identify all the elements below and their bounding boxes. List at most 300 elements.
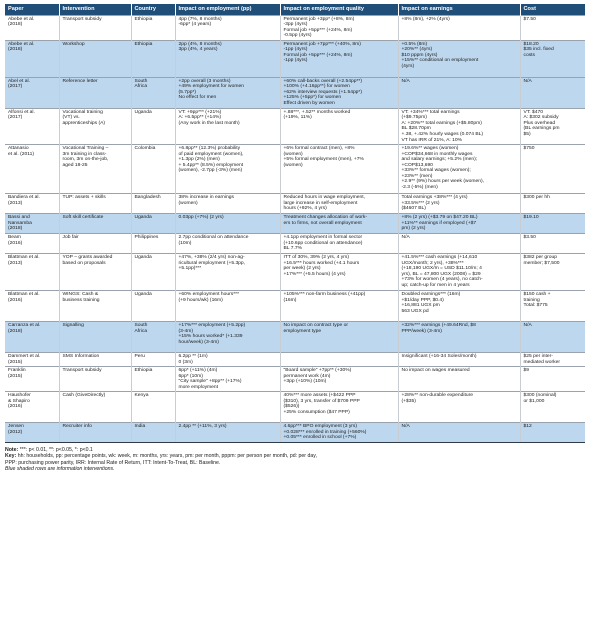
cell-line: +17%*** (+5.5 hours) (4 yrs) — [283, 271, 346, 277]
cell-line: + 5.4pp** (8.5%) employment — [178, 162, 244, 168]
cell-paper — [5, 234, 59, 254]
cell-line: Doubled earnings*** (16m) — [401, 292, 461, 298]
cell-line: Workshop — [62, 41, 85, 47]
cell-line: N/A — [401, 424, 410, 430]
cell-line: +25% consumption ($47 PPP) — [283, 409, 350, 415]
cell-paper — [5, 291, 59, 322]
cell-country — [131, 322, 175, 353]
cell-paper — [5, 40, 59, 77]
cell-line: 4pp (7%, 8 months) — [178, 16, 222, 22]
cell-line: Uganda — [134, 215, 152, 221]
cell-line: Job fair — [62, 235, 79, 241]
cell-line: Abebe et al. — [8, 41, 35, 47]
table-row — [5, 214, 585, 234]
cell-employment-impact — [175, 108, 280, 144]
cell-line: large increase in self-employment — [283, 200, 358, 206]
cell-employment-quality — [280, 77, 398, 108]
cell-intervention — [59, 108, 131, 144]
cell-line: VT has IRR of 21%, A: 10% — [401, 137, 463, 143]
cell-paper — [5, 15, 59, 40]
evidence-table-container — [5, 4, 585, 472]
cell-employment-quality — [280, 423, 398, 443]
cell-line: +73% for women (4 years), no catch- — [401, 277, 483, 283]
cell-line: 0.03pp (+7%) (2 yrs) — [178, 215, 224, 221]
cell-line: (women) — [283, 162, 303, 168]
cell-line: No effect for men — [178, 95, 217, 101]
cell-line: Effect driven by women — [283, 100, 335, 106]
cell-line: $300 (nominal) — [523, 393, 557, 399]
cell-employment-quality — [280, 194, 398, 214]
cell-line: (2016) — [8, 240, 23, 246]
cell-employment-quality — [280, 214, 398, 234]
cell-line: 563 UGX pd — [401, 308, 429, 314]
cell-employment-impact — [175, 291, 280, 322]
cell-employment-impact — [175, 423, 280, 443]
table-row — [5, 108, 585, 144]
cell-line: (2015) — [8, 359, 23, 365]
cell-line: (2016) — [8, 404, 23, 410]
cell-paper — [5, 145, 59, 194]
cell-line: Attanasio — [8, 146, 29, 152]
cell-line: (2013) — [8, 260, 23, 266]
cell-line: +8% (2 yrs) (+$3.79 on $47.20 BL) — [401, 215, 478, 221]
cell-line: (+$35) — [401, 398, 416, 404]
cell-line: based on proposals — [62, 260, 106, 266]
cell-line: Bassi and — [8, 215, 30, 221]
cell-intervention — [59, 77, 131, 108]
cell-line: +15% hours worked* (+1.339 — [178, 334, 243, 340]
cell-line: training — [523, 297, 540, 303]
cell-cost — [520, 254, 585, 291]
cell-line: N/A — [401, 235, 410, 241]
cell-line: ricultural employment (+5.3pp, — [178, 260, 246, 266]
cell-line: (5.7pp*) — [178, 89, 197, 95]
cell-line: per week) (2 yrs) — [283, 266, 321, 272]
cell-line: & Shapiro — [8, 398, 30, 404]
cell-line: +3pp (+10%) (10m) — [283, 379, 327, 385]
cell-line: -6pp* (4 years) — [178, 22, 212, 28]
cell-line: (+9 hours/wk) (16m) — [178, 297, 223, 303]
cell-line: (women), -2.7pp (-3%) (men) — [178, 168, 243, 174]
cell-line: +32%*** earnings (+49.64Rnd, $8 — [401, 323, 476, 329]
cell-line: 3m training in class- — [62, 151, 107, 157]
column-header-cost: Cost — [520, 4, 585, 15]
cell-country — [131, 367, 175, 392]
table-row — [5, 40, 585, 77]
cell-line: Transport subsidy — [62, 16, 102, 22]
cell-line: +16,881 UGX pm — [401, 303, 440, 309]
cell-cost — [520, 423, 585, 443]
cell-employment-quality — [280, 367, 398, 392]
cell-line: Philippines — [134, 235, 159, 241]
cell-line: and salary earnings; +5.2% (men); — [401, 157, 478, 163]
cell-employment-impact — [175, 392, 280, 423]
cell-line: +20%** (4yrs) — [401, 47, 433, 53]
cell-line: +16.5*** hours worked (+4.1 hours — [283, 260, 360, 266]
cell-line: Haushofer — [8, 393, 31, 399]
cell-earnings-impact — [398, 77, 520, 108]
cell-line: +5.1pp)*** — [178, 266, 202, 272]
cell-line: Total: $775 — [523, 303, 548, 309]
evidence-table — [5, 4, 585, 443]
abbreviation-key-continued: PPP: purchasing power parity, IRR: Internal Rate of Return, ITT: Intent-To-Treat, BL: Baseline. — [5, 459, 221, 466]
cell-line: Abel et al. — [8, 78, 30, 84]
cell-line: Reference letter — [62, 78, 98, 84]
cell-line: +$1/day PPP, $0.4) — [401, 297, 444, 303]
cell-country — [131, 234, 175, 254]
cell-line: +8% (8m), +2% (4yrs) — [401, 16, 450, 22]
cell-line: No impact on wages measured — [401, 368, 470, 374]
cell-line: room, 3m on-the-job, — [62, 157, 109, 163]
cell-country — [131, 145, 175, 194]
cell-line: -3pp (4yrs) — [283, 22, 308, 28]
cell-line: mediated worker — [523, 359, 560, 365]
cell-earnings-impact — [398, 234, 520, 254]
cell-employment-quality — [280, 15, 398, 40]
cell-line: $9 — [523, 368, 529, 374]
cell-line: Bandiera et al. — [8, 195, 40, 201]
cell-earnings-impact — [398, 423, 520, 443]
cell-line: (2017) — [8, 84, 23, 90]
cell-employment-impact — [175, 353, 280, 367]
cell-intervention — [59, 145, 131, 194]
cell-employment-quality — [280, 40, 398, 77]
cell-intervention — [59, 254, 131, 291]
cell-line: UGX/month; 2 yrs), +38%*** — [401, 260, 464, 266]
cell-line: Franklin — [8, 368, 26, 374]
cell-line: +2.9** (9%) hours per week (women), — [401, 179, 484, 185]
cell-line: $12 — [523, 424, 532, 430]
cell-line: employment type — [283, 328, 322, 334]
cell-line: +19.6%** wages (women) — [401, 146, 459, 152]
cell-line: (2018) — [8, 47, 23, 53]
cell-line: $5) — [523, 131, 531, 137]
cell-earnings-impact — [398, 392, 520, 423]
cell-employment-impact — [175, 214, 280, 234]
cell-line: Total earnings +38%*** (4 yrs) — [401, 195, 468, 201]
cell-line: $382 per group — [523, 255, 557, 261]
cell-line: ($526)) — [283, 404, 300, 410]
cell-line: Carranza et al. — [8, 323, 41, 329]
cell-country — [131, 291, 175, 322]
cell-country — [131, 254, 175, 291]
cell-line: SMS Information — [62, 354, 100, 360]
cell-line: (VT) vs. — [62, 115, 80, 121]
cell-line: (BL earnings pm — [523, 126, 560, 132]
cell-line: Ethiopia — [134, 16, 153, 22]
cell-earnings-impact — [398, 254, 520, 291]
cell-line: Formal job +5pp*** (+24%, 8m) — [283, 52, 353, 58]
cell-line: +49% employment for women — [178, 84, 244, 90]
cell-line: Reduced hours in wage employment, — [283, 195, 366, 201]
cell-line: member; $7,500 — [523, 260, 560, 266]
cell-intervention — [59, 194, 131, 214]
cell-line: permanent work (4m) — [283, 373, 331, 379]
cell-employment-quality — [280, 234, 398, 254]
cell-cost — [520, 145, 585, 194]
cell-paper — [5, 254, 59, 291]
cell-line: WINGS: Cash & — [62, 292, 99, 298]
cell-line: +COP$34,668 in monthly wages — [401, 151, 473, 157]
cell-line: apprenticeships (A) — [62, 120, 106, 126]
cell-line: +6.8pp** (12.3%) probability — [178, 146, 241, 152]
column-header-employment-impact: Impact on employment (pp) — [175, 4, 280, 15]
cell-line: Jensen — [8, 424, 24, 430]
cell-line: +4.1pp employment in formal sector — [283, 235, 363, 241]
cell-line: A: +20%** total earnings (+$5.80pm) — [401, 120, 482, 126]
cell-line: +.38, +.42% hourly wages (0.074 BL) — [401, 131, 484, 137]
cell-line: +60% employment hours*** — [178, 292, 240, 298]
cell-line: ITT of 30%, 39% (2 yrs, 4 yrs) — [283, 255, 349, 261]
table-notes — [5, 447, 585, 471]
cell-line: N/A — [523, 78, 532, 84]
cell-employment-impact — [175, 77, 280, 108]
cell-line: +2pp overall (3 months) — [178, 78, 231, 84]
cell-line: pm) (2 yrs) — [401, 226, 426, 232]
cell-line: (2012) — [8, 429, 23, 435]
cell-line: ($4607 BL) — [401, 206, 426, 212]
cell-line: (women) — [283, 151, 303, 157]
cell-line: yrs), BL = 47,800 UGX (2008) = $29 — [401, 271, 481, 277]
cell-line: $35 incl. fixed — [523, 47, 554, 53]
cell-earnings-impact — [398, 145, 520, 194]
cell-line: Vocational training — [62, 109, 103, 115]
cell-line: hours (+92%, 4 yrs) — [283, 206, 327, 212]
cell-line: 2.4pp ** (+11%, 3 yrs) — [178, 424, 227, 430]
cell-line: 2.7pp conditional on attendance — [178, 235, 249, 241]
cell-line: +33.5%*** (2 yrs) — [401, 200, 440, 206]
cell-line: 6pp* (+11%) (4m) — [178, 368, 218, 374]
cell-line: No impact on contract type or — [283, 323, 348, 329]
cell-line: Ethiopia — [134, 41, 153, 47]
cell-line: or $1,000 — [523, 398, 545, 404]
cell-employment-impact — [175, 40, 280, 77]
cell-line: -1pp (4yrs) — [283, 58, 308, 64]
cell-paper — [5, 322, 59, 353]
cell-line: +5% formal employment (men), +7% — [283, 157, 364, 163]
cell-country — [131, 423, 175, 443]
cell-line: Signalling — [62, 323, 84, 329]
table-row — [5, 234, 585, 254]
note-label: Note: — [5, 447, 19, 454]
cell-paper — [5, 194, 59, 214]
cell-line: -2.3 (-5%) (men) — [401, 184, 438, 190]
cell-line: +41.5%*** cash earnings (+14,610 — [401, 255, 478, 261]
cell-line: +0.028*** enrolled in training (+560%) — [283, 429, 367, 435]
cell-employment-impact — [175, 145, 280, 194]
cell-line: Bangladesh — [134, 195, 161, 201]
cell-employment-impact — [175, 367, 280, 392]
cell-line: costs — [523, 52, 536, 58]
cell-cost — [520, 108, 585, 144]
cell-line: +47%, +38% (2/4 yrs) non-ag- — [178, 255, 245, 261]
cell-country — [131, 214, 175, 234]
cell-line: Kenya — [134, 393, 149, 399]
cell-employment-quality — [280, 322, 398, 353]
cell-line: 3pp (4%, 4 years) — [178, 47, 218, 53]
cell-line: 6pp* (10m) — [178, 373, 203, 379]
cell-line: +62% interview requests (+1.54pp*) — [283, 89, 362, 95]
table-row — [5, 291, 585, 322]
cell-intervention — [59, 291, 131, 322]
cell-line: +0.5% (8m) — [401, 41, 428, 47]
cell-earnings-impact — [398, 367, 520, 392]
cell-country — [131, 353, 175, 367]
cell-line: TUP: assets + skills — [62, 195, 106, 201]
cell-line: +60% call-backs overall (+2.54pp**) — [283, 78, 362, 84]
cell-cost — [520, 367, 585, 392]
cell-line: N/A — [523, 323, 532, 329]
cell-line: (2018) — [8, 328, 23, 334]
cell-line: 6.2pp ** (1m) — [178, 354, 208, 360]
cell-line: +6% formal contract (men), +8% — [283, 146, 355, 152]
table-row — [5, 254, 585, 291]
cell-line: +125% (+5pp*) for women — [283, 95, 342, 101]
cell-cost — [520, 353, 585, 367]
column-header-paper: Paper — [5, 4, 59, 15]
cell-line: $750 — [523, 146, 535, 152]
note-text: ***: p< 0.01, **: p<0.05, *: p<0.1 — [18, 447, 93, 454]
cell-employment-quality — [280, 108, 398, 144]
cell-line: Nansamba — [8, 220, 32, 226]
table-row — [5, 15, 585, 40]
cell-line: more employment — [178, 384, 219, 390]
cell-employment-quality — [280, 145, 398, 194]
cell-line: Transport subsidy — [62, 368, 102, 374]
cell-employment-impact — [175, 194, 280, 214]
cell-line: $3.50 — [523, 235, 536, 241]
cell-earnings-impact — [398, 40, 520, 77]
cell-country — [131, 108, 175, 144]
cell-country — [131, 15, 175, 40]
cell-line: ers to firms, not overall employment — [283, 220, 362, 226]
cell-line: (10m) — [178, 240, 192, 246]
table-row — [5, 423, 585, 443]
cell-line: Treatment changes allocation of work- — [283, 215, 368, 221]
cell-line: +105%*** non-farm business (+41pp) — [283, 292, 366, 298]
cell-line: (Any work in the last month) — [178, 120, 240, 126]
cell-line: +100% (+4.16pp**) for women — [283, 84, 350, 90]
cell-line: Dammert et al. — [8, 354, 41, 360]
cell-paper — [5, 392, 59, 423]
cell-intervention — [59, 40, 131, 77]
cell-line: (2017) — [8, 115, 23, 121]
cell-line: Soft skill certificate — [62, 215, 104, 221]
cell-line: N/A — [401, 78, 410, 84]
cell-line: (3-4m) — [178, 328, 194, 334]
cell-line: 40%*** more assets (+$422 PPP — [283, 393, 356, 399]
column-header-earnings-impact: Impact on earnings — [398, 4, 520, 15]
cell-line: $150 cash + — [523, 292, 551, 298]
table-body — [5, 15, 585, 443]
cell-line: (+19%, 11%) — [283, 115, 312, 121]
cell-line: +23%** (men) — [401, 173, 433, 179]
cell-line: Vocational Training – — [62, 146, 109, 152]
cell-cost — [520, 77, 585, 108]
cell-line: (+$9.75pm) — [401, 115, 427, 121]
cell-employment-impact — [175, 15, 280, 40]
cell-line: Africa — [134, 328, 148, 334]
cell-line: Formal job +5pp*** (+24%, 8m) — [283, 27, 353, 33]
cell-country — [131, 77, 175, 108]
cell-line: of paid employment (women), — [178, 151, 244, 157]
cell-employment-impact — [175, 254, 280, 291]
table-row — [5, 145, 585, 194]
cell-line: India — [134, 424, 146, 430]
cell-paper — [5, 214, 59, 234]
cell-earnings-impact — [398, 194, 520, 214]
cell-line: Permanent job +3pp* (+8%, 8m) — [283, 16, 355, 22]
cell-intervention — [59, 214, 131, 234]
cell-country — [131, 40, 175, 77]
cell-line: Blattman et al. — [8, 255, 40, 261]
cell-line: (women) — [178, 200, 198, 206]
cell-intervention — [59, 353, 131, 367]
cell-cost — [520, 291, 585, 322]
cell-line: Recruiter info — [62, 424, 92, 430]
cell-line: aged 18-25 — [62, 162, 88, 168]
cell-line: +15%** conditional on employment — [401, 58, 479, 64]
cell-line: Blattman et al. — [8, 292, 40, 298]
cell-line: (2015) — [8, 373, 23, 379]
cell-line: A: +6.5pp** (+14%) — [178, 115, 222, 121]
cell-line: VT: $470 — [523, 109, 543, 115]
cell-intervention — [59, 234, 131, 254]
cell-line: (16m) — [283, 297, 297, 303]
cell-line: +11%** earnings if employed (+$7 — [401, 220, 477, 226]
cell-line: business training — [62, 297, 100, 303]
cell-line: Colombia — [134, 146, 156, 152]
cell-paper — [5, 367, 59, 392]
cell-intervention — [59, 322, 131, 353]
cell-line: +.88***, +.52** months worked — [283, 109, 351, 115]
cell-line: BL $28.70pm — [401, 126, 431, 132]
cell-line: BL 7.7% — [283, 246, 302, 252]
cell-line: "City sample" +8pp** (+17%) — [178, 379, 242, 385]
cell-country — [131, 392, 175, 423]
cell-line: (+10.6pp conditional on attendance) — [283, 240, 363, 246]
cell-employment-impact — [175, 234, 280, 254]
cell-paper — [5, 423, 59, 443]
cell-cost — [520, 392, 585, 423]
cell-line: Alfonsi et al. — [8, 109, 35, 115]
cell-line: +17%*** employment (+5.2pp) — [178, 323, 246, 329]
cell-line: "Board sample" +7pp** (+30%) — [283, 368, 352, 374]
cell-earnings-impact — [398, 108, 520, 144]
cell-line: $19.10 — [523, 215, 539, 221]
cell-earnings-impact — [398, 291, 520, 322]
column-header-employment-quality: Impact on employment quality — [280, 4, 398, 15]
cell-intervention — [59, 392, 131, 423]
cell-line: YOP – grants awarded — [62, 255, 113, 261]
cell-line: Cash (GiveDirectly) — [62, 393, 106, 399]
cell-cost — [520, 40, 585, 77]
cell-line: Uganda — [134, 292, 152, 298]
cell-line: (+18,190 UGX/m = USD $11.10/m; 4 — [401, 266, 482, 272]
cell-cost — [520, 214, 585, 234]
cell-line: (2016) — [8, 297, 23, 303]
cell-line: et al. (2011) — [8, 151, 34, 157]
cell-line: Ethiopia — [134, 368, 153, 374]
cell-line: +COP$13,690 — [401, 162, 433, 168]
cell-line: (2013) — [8, 200, 23, 206]
cell-paper — [5, 353, 59, 367]
cell-line: Uganda — [134, 109, 152, 115]
cell-paper — [5, 77, 59, 108]
cell-line: $25 per inter- — [523, 354, 553, 360]
cell-line: hour/week) (3-4m) — [178, 339, 219, 345]
cell-line: (2018) — [8, 226, 23, 232]
